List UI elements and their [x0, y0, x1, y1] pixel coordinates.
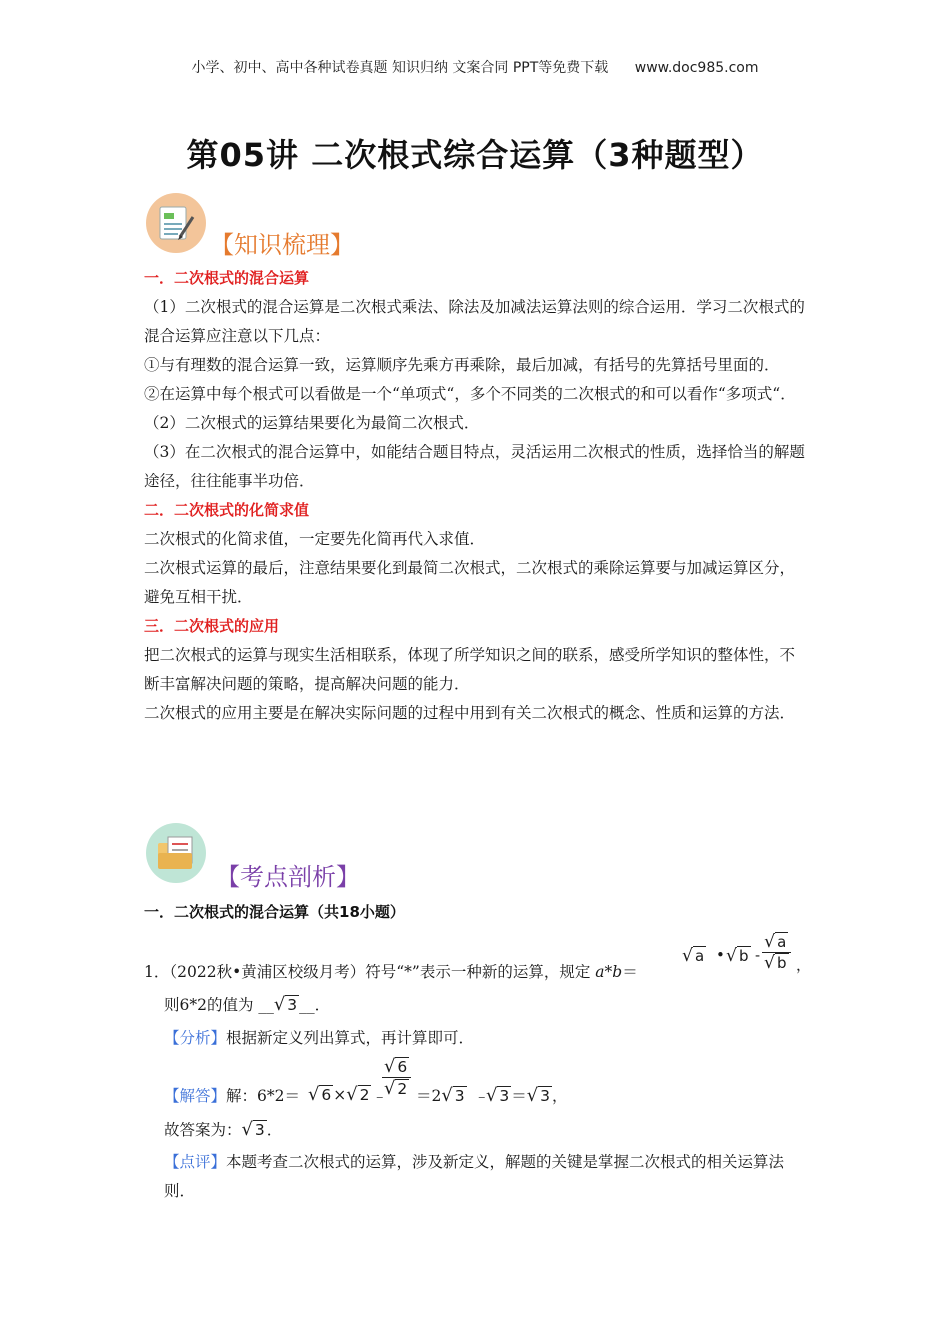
header-site-link[interactable]: www.doc985.com: [634, 60, 759, 76]
paragraph: 把二次根式的运算与现实生活相联系，体现了所学知识之间的联系，感受所学知识的整体性，不断丰富解决问题的策略，提高解决问题的能力．: [144, 646, 796, 693]
folder-document-icon: [146, 823, 206, 883]
analysis-banner-title: 【考点剖析】: [216, 863, 360, 891]
paragraph: 二次根式运算的最后，注意结果要化到最简二次根式，二次根式的乘除运算要与加减运算区分，避免互相干扰．: [144, 559, 796, 606]
section-heading: 一．二次根式的混合运算（共18小题）: [144, 903, 405, 921]
comment-tag: 【点评】: [164, 1153, 227, 1171]
solution-line: 【解答】解：6*2＝ √ 6 ×√ 2 ﹣ $\frac{√ 6}{√ 2}$ ＝2√ 3 ﹣ √ 3 ＝√ 3 ，: [164, 1056, 568, 1106]
analysis-tag: 【分析】: [164, 1029, 227, 1047]
question-1: 1．（2022秋•黄浦区校级月考）符号“*”表示一种新的运算，规定 a*b＝: [144, 963, 638, 981]
analysis-line: 【分析】根据新定义列出算式，再计算即可．: [164, 1029, 475, 1047]
solution-tag: 【解答】: [164, 1087, 227, 1105]
paragraph: 二次根式的应用主要是在解决实际问题的过程中用到有关二次根式的概念、性质和运算的方法．: [144, 704, 796, 722]
knowledge-content: [144, 264, 808, 728]
final-answer-line: 故答案为：√ 3 ．: [164, 1119, 283, 1140]
paragraph: 二次根式的化简求值，一定要先化简再代入求值．: [144, 530, 486, 548]
paragraph: （3）在二次根式的混合运算中，如能结合题目特点，灵活运用二次根式的性质，选择恰当的解题途径，往往能事半功倍．: [144, 443, 805, 490]
comment-line: 【点评】本题考查二次根式的运算，涉及新定义，解题的关键是掌握二次根式的相关运算法则．: [164, 1153, 785, 1200]
paragraph: （2）二次根式的运算结果要化为最简二次根式．: [144, 414, 480, 432]
paragraph: （1）二次根式的混合运算是二次根式乘法、除法及加减法运算法则的综合运用．学习二次根式的混合运算应注意以下几点：: [144, 298, 805, 345]
notebook-pen-icon: [146, 193, 206, 253]
header-tagline: 小学、初中、高中各种试卷真题 知识归纳 文案合同 PPT等免费下载: [191, 60, 609, 76]
paragraph: ②在运算中每个根式可以看做是一个“单项式“，多个不同类的二次根式的和可以看作“多项式“．: [144, 385, 796, 403]
answer-value: √ 3: [273, 994, 298, 1015]
paragraph: ①与有理数的混合运算一致，运算顺序先乘方再乘除，最后加减，有括号的先算括号里面的．: [144, 356, 780, 374]
section-heading: 三．二次根式的应用: [144, 617, 280, 635]
page-header: [0, 57, 950, 77]
section-heading: 一．二次根式的混合运算: [144, 269, 310, 287]
section-heading: 二．二次根式的化简求值: [144, 501, 310, 519]
question-1-answer-line: 则6*2的值为 __√ 3 __．: [164, 994, 331, 1015]
document-title: 第05讲 二次根式综合运算（3种题型）: [186, 136, 764, 174]
knowledge-banner-title: 【知识梳理】: [210, 231, 354, 259]
